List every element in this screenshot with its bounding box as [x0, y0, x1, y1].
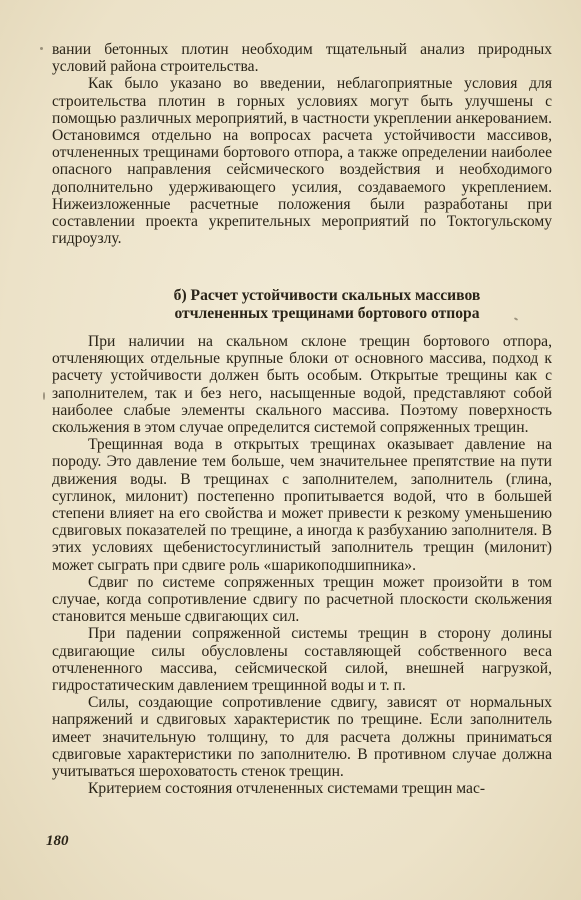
section-heading — [52, 287, 552, 323]
ink-speck — [43, 392, 45, 400]
body-paragraph-6: Критерием состояния отчлененных системами трещин мас- — [88, 780, 486, 798]
intro-paragraph-2: Как было указано во введении, неблагоприятные условия для строительства плотин в горных условиях могут быть улучшены с помощью различных мероприятий, в частности укреплении анкерованием. Остановимся отдельно на вопросах расчета устойчивости массивов, отчлененных трещинами бортового отпора, а также определении наиболее опасного направления сейсмического воздействия и необходимого дополнительно удерживающего усилия, создаваемого укреплением. Нижеизложенные расчетные положения были разработаны при составлении проекта укрепительных мероприятий по Токтогульскому гидроузлу. — [52, 75, 552, 248]
intro-paragraph-1: вании бетонных плотин необходим тщательный анализ природных условий района строительства. — [52, 41, 552, 76]
section-heading-line-2: отчлененных трещинами бортового отпора — [174, 305, 480, 322]
body-paragraph-5: Силы, создающие сопротивление сдвигу, зависят от нормальных напряжений и сдвиговых характеристик по трещине. Если заполнитель имеет значительную толщину, то для расчета должны приниматься сдвиговые характеристики по заполнителю. В противном случае должна учитываться шероховатость стенок трещин. — [52, 694, 552, 781]
section-body-text — [52, 333, 552, 797]
intro-text — [52, 41, 552, 247]
section-heading-line-1: б) Расчет устойчивости скальных массивов — [173, 287, 481, 304]
body-paragraph-3: Сдвиг по системе сопряженных трещин может произойти в том случае, когда сопротивление сдвигу по расчетной плоскости скольжения становится меньше сдвигающих сил. — [52, 573, 552, 626]
body-paragraph-1: При наличии на скальном склоне трещин бортового отпора, отчленяющих отдельные крупные блоки от основного массива, подход к расчету устойчивости должен быть особым. Открытые трещины как с заполнителем, так и без него, насыщенные водой, представляют собой наиболее слабые элементы скального массива. Поэтому поверхность скольжения в этом случае определится системой сопряженных трещин. — [52, 333, 552, 437]
ink-speck — [40, 47, 43, 50]
body-paragraph-4: При падении сопряженной системы трещин в сторону долины сдвигающие силы обусловлены составляющей собственного веса отчлененного массива, сейсмической силой, внешней нагрузкой, гидростатическим давлением трещинной воды и т. п. — [52, 625, 552, 695]
body-paragraph-2: Трещинная вода в открытых трещинах оказывает давление на породу. Это давление тем больше, чем значительнее препятствие на пути движения воды. В трещинах с заполнителем, заполнитель (глина, суглинок, милонит) постепенно пропитывается водой, что в большей степени влияет на его свойства и может привести к резкому уменьшению сдвиговых показателей по трещине, а иногда к разбуханию заполнителя. В этих условиях щебенистосуглинистый заполнитель трещин (милонит) может сыграть при сдвиге роль «шарикоподшипника». — [52, 436, 552, 574]
page-number: 180 — [46, 833, 69, 849]
